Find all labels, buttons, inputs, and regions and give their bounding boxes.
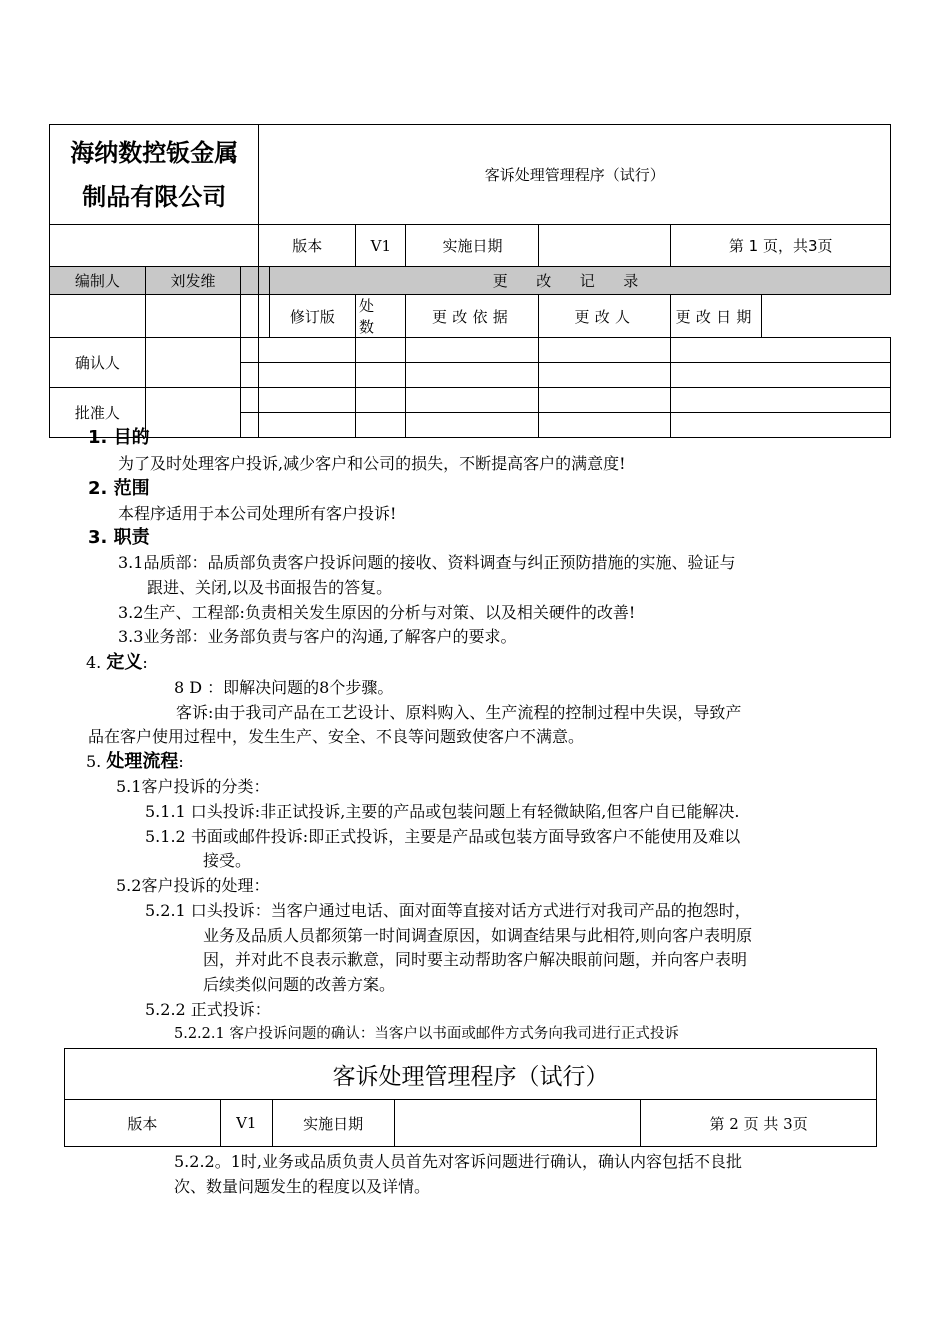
paragraph: 5.1.1 口头投诉:非正试投诉,主要的产品或包装问题上有轻微缺陷,但客户自已能解决.	[145, 802, 740, 821]
blank-cell	[671, 363, 891, 388]
paragraph: 5.2.1 口头投诉：当客户通过电话、面对面等直接对话方式进行对我司产品的抱怨时，	[145, 901, 751, 920]
blank-cell	[145, 295, 241, 338]
blank-cell	[406, 338, 539, 363]
col-basis: 更改依据	[406, 295, 539, 338]
section-title: 范围	[113, 478, 150, 499]
impl-date-value	[539, 225, 671, 267]
document-title: 客诉处理管理程序（试行）	[259, 125, 891, 225]
paragraph: 接受。	[203, 851, 252, 870]
blank-cell	[671, 413, 891, 438]
paragraph: 5.1.2 书面或邮件投诉:即正式投诉，主要是产品或包装方面导致客户不能使用及难以	[145, 827, 741, 846]
version-value: V1	[356, 225, 406, 267]
blank-cell	[259, 295, 269, 338]
page2-header-table	[64, 1048, 877, 1147]
blank-cell	[241, 388, 259, 413]
blank-cell	[259, 363, 356, 388]
editor-name: 刘发维	[145, 267, 241, 295]
section-title: 处理流程	[106, 751, 179, 772]
document-header-table	[49, 124, 891, 438]
blank-cell	[406, 413, 539, 438]
paragraph: 跟进、关闭,以及书面报告的答复。	[147, 578, 393, 597]
section-5-heading	[86, 750, 184, 774]
blank-cell	[406, 388, 539, 413]
section-4-heading	[86, 651, 148, 675]
paragraph: 品在客户使用过程中，发生生产、安全、不良等问题致使客户不满意。	[88, 727, 585, 746]
paragraph: 5.2.2.1 客户投诉问题的确认：当客户以书面或邮件方式务向我司进行正式投诉	[174, 1026, 679, 1042]
paragraph: 5.2客户投诉的处理：	[116, 876, 270, 895]
blank-cell	[241, 267, 259, 295]
paragraph: 本程序适用于本公司处理所有客户投诉!	[118, 504, 397, 523]
section-number: 5.	[86, 752, 102, 771]
colon: :	[178, 752, 184, 771]
blank-cell	[539, 363, 671, 388]
page2-version-label: 版本	[65, 1100, 221, 1147]
paragraph: 3.3业务部：业务部负责与客户的沟通,了解客户的要求。	[118, 627, 517, 646]
page2-version-value: V1	[220, 1100, 272, 1147]
col-revision: 修订版	[269, 295, 356, 338]
page2-page-info: 第 2 页 共 3页	[641, 1100, 877, 1147]
paragraph: 业务及品质人员都须第一时间调查原因，如调查结果与此相符,则向客户表明原	[203, 926, 753, 945]
col-date: 更改日期	[671, 295, 762, 338]
blank-cell	[259, 267, 269, 295]
confirmer-label: 确认人	[50, 338, 146, 388]
blank-cell	[50, 295, 146, 338]
blank-cell	[406, 363, 539, 388]
blank-cell	[539, 338, 671, 363]
paragraph: 客诉:由于我司产品在工艺设计、原料购入、生产流程的控制过程中失误，导致产	[176, 703, 742, 722]
blank-cell	[356, 388, 406, 413]
section-number: 1.	[88, 427, 108, 448]
paragraph: 后续类似问题的改善方案。	[203, 975, 396, 994]
version-label: 版本	[259, 225, 356, 267]
section-2-heading	[88, 477, 150, 501]
blank-cell	[259, 338, 356, 363]
blank-cell	[356, 338, 406, 363]
col-changer: 更改人	[539, 295, 671, 338]
paragraph: 3.2生产、工程部:负责相关发生原因的分析与对策、以及相关硬件的改善!	[118, 603, 636, 622]
paragraph: 3.1品质部：品质部负责客户投诉问题的接收、资料调查与纠正预防措施的实施、验证与	[118, 553, 736, 572]
paragraph: 为了及时处理客户投诉,减少客户和公司的损失，不断提高客户的满意度!	[118, 454, 626, 473]
page2-document-title: 客诉处理管理程序（试行）	[65, 1049, 877, 1100]
paragraph: 5.2.2 正式投诉：	[145, 1000, 271, 1019]
section-title: 职责	[113, 527, 150, 548]
section-number: 3.	[88, 527, 108, 548]
blank-cell	[241, 413, 259, 438]
page-info: 第 1 页，共3页	[671, 225, 891, 267]
change-record-label: 更改记录	[269, 267, 890, 295]
section-1-heading	[88, 426, 150, 450]
blank-cell	[356, 363, 406, 388]
paragraph: 5.1客户投诉的分类：	[116, 777, 270, 796]
company-name-line2: 制品有限公司	[82, 182, 227, 211]
blank-cell	[671, 388, 891, 413]
blank-cell	[539, 413, 671, 438]
blank-cell	[241, 363, 259, 388]
blank-cell	[259, 413, 356, 438]
section-number: 2.	[88, 478, 108, 499]
blank-cell	[50, 225, 259, 267]
blank-cell	[539, 388, 671, 413]
confirmer-value	[145, 338, 241, 388]
paragraph: 次、数量问题发生的程度以及详情。	[174, 1177, 431, 1196]
editor-label: 编制人	[50, 267, 146, 295]
impl-date-label: 实施日期	[406, 225, 539, 267]
blank-cell	[259, 388, 356, 413]
paragraph: 5.2.2。1时,业务或品质负责人员首先对客诉问题进行确认，确认内容包括不良批	[174, 1152, 742, 1171]
blank-cell	[241, 295, 259, 338]
page2-impl-date-value	[394, 1100, 641, 1147]
section-title: 定义	[106, 652, 143, 673]
company-name-line1: 海纳数控钣金属	[70, 138, 239, 167]
page2-impl-date-label: 实施日期	[272, 1100, 394, 1147]
paragraph: 8 D ：即解决问题的8个步骤。	[174, 678, 394, 697]
blank-cell	[241, 338, 259, 363]
section-3-heading	[88, 526, 150, 550]
paragraph: 因，并对此不良表示歉意，同时要主动帮助客户解决眼前问题，并向客户表明	[203, 950, 748, 969]
section-title: 目的	[113, 427, 150, 448]
approver-label: 批准人	[50, 388, 146, 438]
approver-value	[145, 388, 241, 438]
company-name-cell	[50, 125, 259, 225]
blank-cell	[671, 338, 891, 363]
section-number: 4.	[86, 653, 102, 672]
col-count: 处数	[356, 295, 406, 338]
blank-cell	[356, 413, 406, 438]
colon: :	[142, 653, 148, 672]
